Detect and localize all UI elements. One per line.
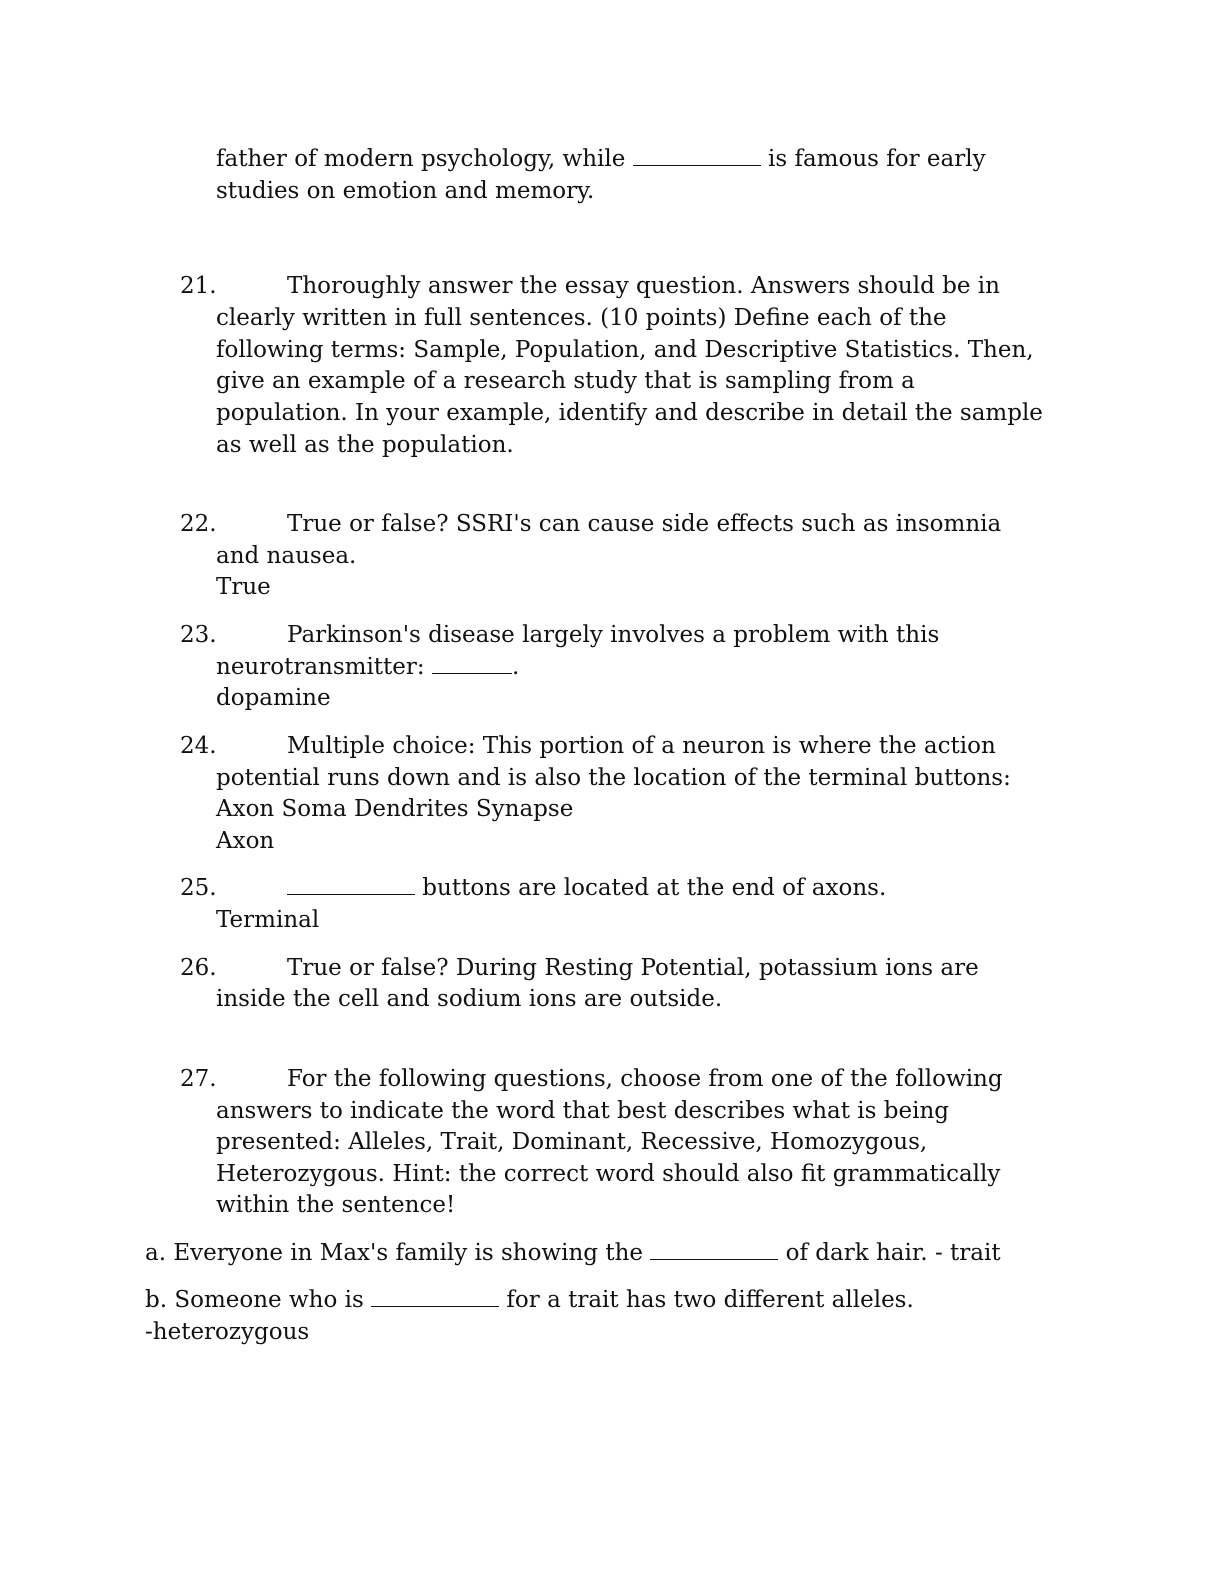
- question-25-line: [287, 872, 886, 904]
- question-22-line: and nausea.: [216, 543, 357, 569]
- question-22-answer: True: [216, 574, 271, 600]
- question-23-number: 23.: [180, 622, 217, 648]
- question-21-line: as well as the population.: [216, 432, 514, 458]
- question-22-number: 22.: [180, 511, 217, 537]
- question-27-line: presented: Alleles, Trait, Dominant, Recessive, Homozygous,: [216, 1129, 928, 1155]
- intro-line-1: [216, 143, 986, 175]
- question-23-text-before: neurotransmitter:: [216, 654, 432, 680]
- question-23-line: Parkinson's disease largely involves a problem with this: [287, 622, 940, 648]
- part-b-line: [145, 1284, 914, 1316]
- question-21-line: give an example of a research study that is sampling from a: [216, 368, 915, 394]
- question-23-line-2: [216, 651, 519, 683]
- question-25-number: 25.: [180, 875, 217, 901]
- question-24-line: Axon Soma Dendrites Synapse: [216, 796, 574, 822]
- question-27-line: For the following questions, choose from one of the following: [287, 1066, 1003, 1092]
- blank-line: [432, 653, 512, 674]
- question-21-number: 21.: [180, 273, 217, 299]
- intro-text-before: father of modern psychology, while: [216, 146, 633, 172]
- question-24-number: 24.: [180, 733, 217, 759]
- question-27-line: within the sentence!: [216, 1192, 456, 1218]
- question-24-line: Multiple choice: This portion of a neuron is where the action: [287, 733, 996, 759]
- question-24-answer: Axon: [216, 828, 275, 854]
- question-24-line: potential runs down and is also the location of the terminal buttons:: [216, 765, 1011, 791]
- blank-line: [650, 1239, 778, 1260]
- part-b-text-before: b. Someone who is: [145, 1287, 372, 1313]
- part-b-text-after: for a trait has two different alleles.: [499, 1287, 914, 1313]
- question-21-line: Thoroughly answer the essay question. Answers should be in: [287, 273, 1000, 299]
- question-25-text: buttons are located at the end of axons.: [415, 875, 887, 901]
- part-a-text-before: a. Everyone in Max's family is showing the: [145, 1240, 651, 1266]
- question-27-line: Heterozygous. Hint: the correct word should also fit grammatically: [216, 1161, 1001, 1187]
- question-21-line: following terms: Sample, Population, and Descriptive Statistics. Then,: [216, 337, 1034, 363]
- question-23-text-after: .: [511, 654, 520, 680]
- part-a-line: [145, 1237, 1001, 1269]
- intro-line-2: studies on emotion and memory.: [216, 178, 595, 204]
- question-26-line: True or false? During Resting Potential, potassium ions are: [287, 955, 979, 981]
- question-25-answer: Terminal: [216, 907, 320, 933]
- question-27-number: 27.: [180, 1066, 217, 1092]
- part-b-answer: -heterozygous: [145, 1319, 310, 1345]
- blank-line: [371, 1286, 499, 1307]
- intro-text-after: is famous for early: [760, 146, 986, 172]
- question-23-answer: dopamine: [216, 685, 331, 711]
- blank-line: [287, 874, 415, 895]
- question-26-number: 26.: [180, 955, 217, 981]
- question-22-line: True or false? SSRI's can cause side effects such as insomnia: [287, 511, 1002, 537]
- question-21-line: clearly written in full sentences. (10 points) Define each of the: [216, 305, 947, 331]
- question-27-line: answers to indicate the word that best describes what is being: [216, 1098, 949, 1124]
- question-21-line: population. In your example, identify and describe in detail the sample: [216, 400, 1043, 426]
- part-a-text-after: of dark hair. - trait: [778, 1240, 1001, 1266]
- question-26-line: inside the cell and sodium ions are outside.: [216, 986, 723, 1012]
- blank-line: [633, 145, 761, 166]
